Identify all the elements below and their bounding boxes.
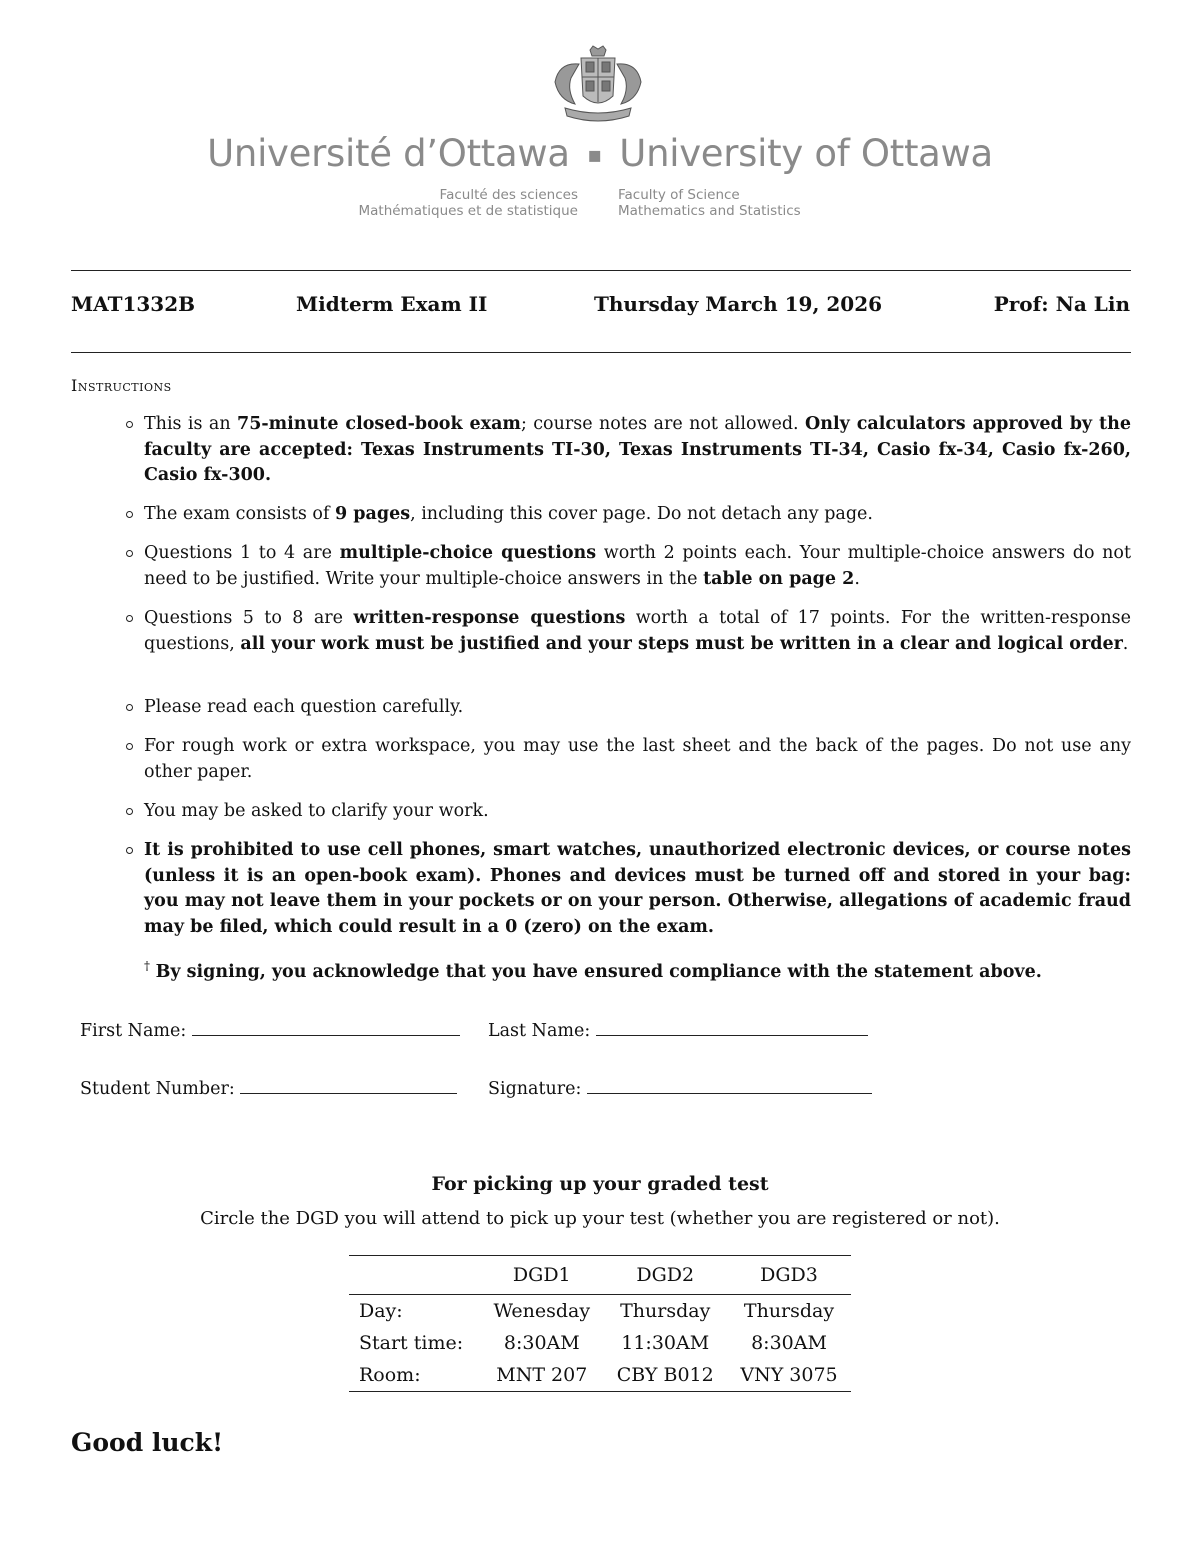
faculty-english <box>618 187 918 219</box>
instruction-text: Please read each question carefully. <box>144 697 464 717</box>
department-en: Mathematics and Statistics <box>618 203 801 219</box>
table-cell: Wenesday <box>493 1300 591 1322</box>
instruction-text: worth a total of 17 points. For the written-response questions, <box>144 608 1131 654</box>
table-header-dgd3[interactable]: DGD3 <box>760 1264 818 1286</box>
instruction-item <box>144 606 1131 657</box>
table-row <box>349 1359 851 1391</box>
exam-title: Midterm Exam II <box>296 292 488 316</box>
table-row-label: Start time: <box>359 1332 464 1354</box>
faculty-french <box>300 187 578 219</box>
student-number-label: Student Number: <box>80 1079 235 1099</box>
instruction-text: . <box>1122 633 1129 654</box>
instruction-text: 75-minute closed-book exam <box>237 414 521 434</box>
table-header-dgd1[interactable]: DGD1 <box>512 1264 571 1286</box>
dagger-mark: † <box>144 959 150 973</box>
instruction-text: 9 pages <box>335 504 411 524</box>
instruction-text: The exam consists of <box>144 504 335 524</box>
table-cell: Thursday <box>620 1300 711 1322</box>
instruction-item <box>144 502 1131 528</box>
first-name-blank[interactable] <box>192 1021 460 1036</box>
last-name-label: Last Name: <box>488 1021 591 1041</box>
instruction-text: This is an <box>144 414 238 434</box>
bullet-icon <box>126 704 133 711</box>
table-header-row <box>349 1256 851 1295</box>
last-name-field <box>488 1021 868 1041</box>
instruction-text: You may be asked to clarify your work. <box>144 801 489 821</box>
instruction-item <box>144 799 1131 825</box>
instruction-text: . <box>854 568 860 589</box>
dgd-table <box>349 1256 851 1391</box>
university-name <box>0 132 1200 175</box>
university-name-fr: Université d’Ottawa <box>207 132 570 175</box>
table-cell: 8:30AM <box>751 1332 827 1354</box>
dgd-table-wrapper <box>349 1255 851 1392</box>
student-number-field <box>80 1079 457 1099</box>
first-name-label: First Name: <box>80 1021 187 1041</box>
table-bottom-rule <box>349 1391 851 1392</box>
table-header-dgd2[interactable]: DGD2 <box>636 1264 695 1286</box>
professor-name: Prof: Na Lin <box>993 292 1130 316</box>
first-name-field <box>80 1021 460 1041</box>
instruction-item <box>144 541 1131 592</box>
pickup-title: For picking up your graded test <box>431 1173 769 1195</box>
instruction-text: written-response questions <box>353 608 626 628</box>
bullet-icon <box>126 743 133 750</box>
signature-field <box>488 1079 872 1099</box>
instruction-text: Questions 1 to 4 are <box>144 543 340 563</box>
faculty-fr: Faculté des sciences <box>439 187 578 203</box>
instruction-text: Only calculators approved by the faculty are accepted: Texas Instruments TI-30, Texas Instruments TI-34, Casio fx-34, Casio fx-260, Casio fx-300. <box>144 414 1131 485</box>
header-bottom-rule <box>71 352 1131 353</box>
instruction-text: Questions 5 to 8 are <box>144 608 354 628</box>
header-top-rule <box>71 270 1131 271</box>
department-fr: Mathématiques et de statistique <box>358 203 578 219</box>
instructions-heading: Instructions <box>71 376 172 395</box>
table-row-label: Room: <box>359 1364 421 1386</box>
student-number-blank[interactable] <box>240 1079 457 1094</box>
university-name-en: University of Ottawa <box>619 132 993 175</box>
instruction-item <box>144 695 1131 721</box>
last-name-blank[interactable] <box>596 1021 868 1036</box>
instruction-text: It is prohibited to use cell phones, smart watches, unauthorized electronic devices, or course notes (unless it is an open-book exam). Phones and devices must be turned off and stored in your bag: you may not leave them in your pockets or on your person. Otherwise, allegations of academic fraud may be filed, which could result in a 0 (zero) on the exam. <box>144 840 1131 937</box>
table-cell: CBY B012 <box>616 1364 714 1386</box>
table-cell: MNT 207 <box>496 1364 588 1386</box>
table-cell: 11:30AM <box>621 1332 710 1354</box>
bullet-icon <box>126 808 133 815</box>
table-row <box>349 1327 851 1359</box>
exam-date: Thursday March 19, 2026 <box>594 292 883 316</box>
instruction-text: For rough work or extra workspace, you may use the last sheet and the back of the pages. Do not use any other paper. <box>144 736 1131 782</box>
instruction-text: table on page 2 <box>703 568 855 589</box>
course-code: MAT1332B <box>71 292 196 316</box>
bullet-icon <box>126 421 133 428</box>
instruction-item <box>144 734 1131 785</box>
bullet-icon <box>126 615 133 622</box>
acknowledgement-statement <box>144 954 1131 985</box>
instruction-text: all your work must be justified and your steps must be written in a clear and logical order <box>240 633 1123 654</box>
instruction-item <box>144 838 1131 940</box>
table-row-label: Day: <box>359 1300 403 1322</box>
bullet-icon <box>126 550 133 557</box>
university-crest-logo <box>545 44 651 130</box>
university-name-separator: ▪ <box>587 143 602 168</box>
bullet-icon <box>126 511 133 518</box>
good-luck-message: Good luck! <box>71 1428 224 1457</box>
table-header-empty <box>349 1256 480 1295</box>
table-row <box>349 1295 851 1327</box>
bullet-icon <box>126 847 133 854</box>
instruction-text: , including this cover page. Do not detach any page. <box>410 504 873 524</box>
instruction-text: multiple-choice questions <box>339 543 597 563</box>
table-cell: VNY 3075 <box>740 1364 838 1386</box>
faculty-en: Faculty of Science <box>618 187 740 203</box>
acknowledgement-text: By signing, you acknowledge that you have ensured compliance with the statement above. <box>155 961 1042 982</box>
instruction-text: worth 2 points each. Your multiple-choice answers do not need to be justified. Write your multiple-choice answers in the <box>144 543 1131 589</box>
table-cell: 8:30AM <box>503 1332 580 1354</box>
table-cell: Thursday <box>743 1300 835 1322</box>
signature-blank[interactable] <box>587 1079 872 1094</box>
instruction-item <box>144 412 1131 489</box>
pickup-instruction: Circle the DGD you will attend to pick up your test (whether you are registered or not). <box>200 1208 1000 1229</box>
instruction-text: ; course notes are not allowed. <box>520 414 806 434</box>
signature-label: Signature: <box>488 1079 582 1099</box>
